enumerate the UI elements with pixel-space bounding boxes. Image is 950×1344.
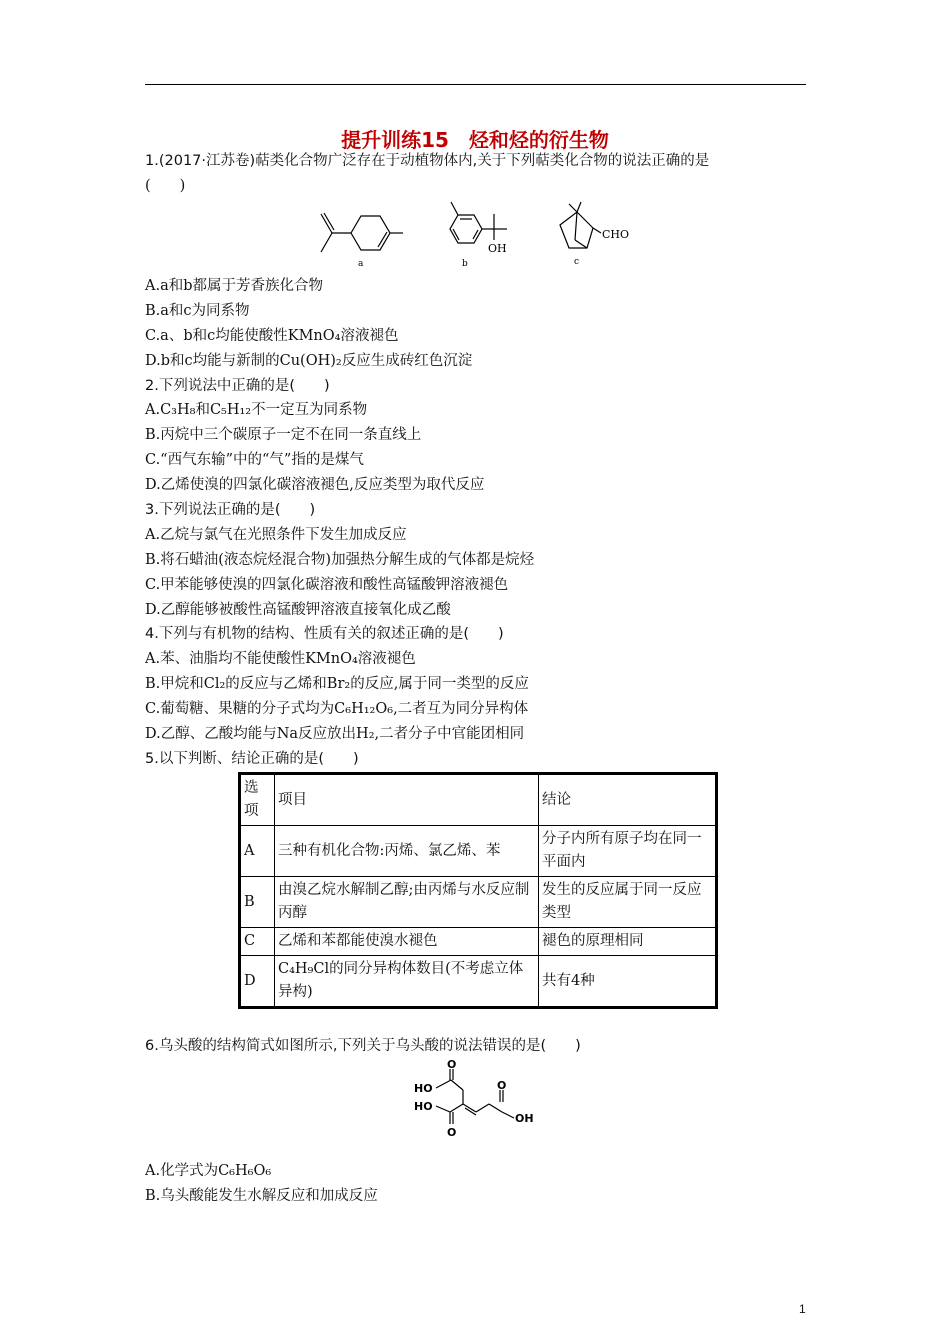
q4-stem: 4.下列与有机物的结构、性质有关的叙述正确的是( ) xyxy=(145,626,504,642)
table-header-row xyxy=(240,774,717,826)
molecule-b xyxy=(440,198,520,270)
o-label-bottom: O xyxy=(447,1126,457,1139)
q1-option-b: B.a和c为同系物 xyxy=(145,303,250,319)
page-title: 提升训练15 烃和烃的衍生物 xyxy=(341,128,609,152)
q2-option-c: C.“西气东输”中的“气”指的是煤气 xyxy=(145,452,364,468)
q6-option-a: A.化学式为C₆H₆O₆ xyxy=(145,1163,272,1179)
q3-option-c: C.甲苯能够使溴的四氯化碳溶液和酸性高锰酸钾溶液褪色 xyxy=(145,577,509,593)
q5-table xyxy=(238,772,718,1009)
q4-option-c: C.葡萄糖、果糖的分子式均为C₆H₁₂O₆,二者互为同分异构体 xyxy=(145,701,529,717)
label-b: b xyxy=(462,259,468,269)
row-option: A xyxy=(240,826,275,877)
row-item: 三种有机化合物:丙烯、氯乙烯、苯 xyxy=(275,826,539,877)
oh-label-right: OH xyxy=(515,1112,534,1125)
q3-option-b: B.将石蜡油(液态烷烃混合物)加强热分解生成的气体都是烷烃 xyxy=(145,552,535,568)
q3-option-a: A.乙烷与氯气在光照条件下发生加成反应 xyxy=(145,527,407,543)
q6-stem: 6.乌头酸的结构简式如图所示,下列关于乌头酸的说法错误的是( ) xyxy=(145,1038,581,1054)
row-option: B xyxy=(240,877,275,928)
q1-option-d: D.b和c均能与新制的Cu(OH)₂反应生成砖红色沉淀 xyxy=(145,353,473,369)
cho-label: CHO xyxy=(602,228,630,241)
row-conclusion: 发生的反应属于同一反应类型 xyxy=(539,877,717,928)
q2-stem: 2.下列说法中正确的是( ) xyxy=(145,378,330,394)
table-row xyxy=(240,928,717,956)
row-conclusion: 褪色的原理相同 xyxy=(539,928,717,956)
q1-option-c: C.a、b和c均能使酸性KMnO₄溶液褪色 xyxy=(145,328,399,344)
row-item: 乙烯和苯都能使溴水褪色 xyxy=(275,928,539,956)
molecule-a xyxy=(315,200,405,270)
ho-label-middle: HO xyxy=(414,1100,433,1113)
table-row xyxy=(240,956,717,1008)
q3-option-d: D.乙醇能够被酸性高锰酸钾溶液直接氧化成乙酸 xyxy=(145,602,451,618)
table-row xyxy=(240,826,717,877)
q6-option-b: B.乌头酸能发生水解反应和加成反应 xyxy=(145,1188,378,1204)
header-rule xyxy=(145,84,806,85)
row-option: C xyxy=(240,928,275,956)
row-item: C₄H₉Cl的同分异构体数目(不考虑立体异构) xyxy=(275,956,539,1008)
q1-paren: ( ) xyxy=(145,178,186,194)
row-conclusion: 共有4种 xyxy=(539,956,717,1008)
q1-stem: 1.(2017·江苏卷)萜类化合物广泛存在于动植物体内,关于下列萜类化合物的说法正确的是 xyxy=(145,153,710,169)
ho-label-top: HO xyxy=(414,1082,433,1095)
q1-option-a: A.a和b都属于芳香族化合物 xyxy=(145,278,324,294)
row-option: D xyxy=(240,956,275,1008)
o-label-right: O xyxy=(497,1079,507,1092)
q4-option-d: D.乙醇、乙酸均能与Na反应放出H₂,二者分子中官能团相同 xyxy=(145,726,525,742)
q4-option-b: B.甲烷和Cl₂的反应与乙烯和Br₂的反应,属于同一类型的反应 xyxy=(145,676,529,692)
q4-option-a: A.苯、油脂均不能使酸性KMnO₄溶液褪色 xyxy=(145,651,416,667)
o-label-top: O xyxy=(447,1058,457,1071)
q3-stem: 3.下列说法正确的是( ) xyxy=(145,502,316,518)
molecule-c xyxy=(555,200,635,270)
row-conclusion: 分子内所有原子均在同一平面内 xyxy=(539,826,717,877)
row-item: 由溴乙烷水解制乙醇;由丙烯与水反应制丙醇 xyxy=(275,877,539,928)
q2-option-a: A.C₃H₈和C₅H₁₂不一定互为同系物 xyxy=(145,402,368,418)
aconitic-acid-structure xyxy=(410,1058,550,1150)
header-option: 选项 xyxy=(240,774,275,826)
q5-stem: 5.以下判断、结论正确的是( ) xyxy=(145,751,359,767)
page-number: 1 xyxy=(799,1302,806,1316)
q2-option-d: D.乙烯使溴的四氯化碳溶液褪色,反应类型为取代反应 xyxy=(145,477,485,493)
table-row xyxy=(240,877,717,928)
label-c: c xyxy=(574,257,580,267)
header-item: 项目 xyxy=(275,774,539,826)
q2-option-b: B.丙烷中三个碳原子一定不在同一条直线上 xyxy=(145,427,422,443)
header-conclusion: 结论 xyxy=(539,774,717,826)
oh-label: OH xyxy=(488,242,507,255)
label-a: a xyxy=(358,259,364,269)
